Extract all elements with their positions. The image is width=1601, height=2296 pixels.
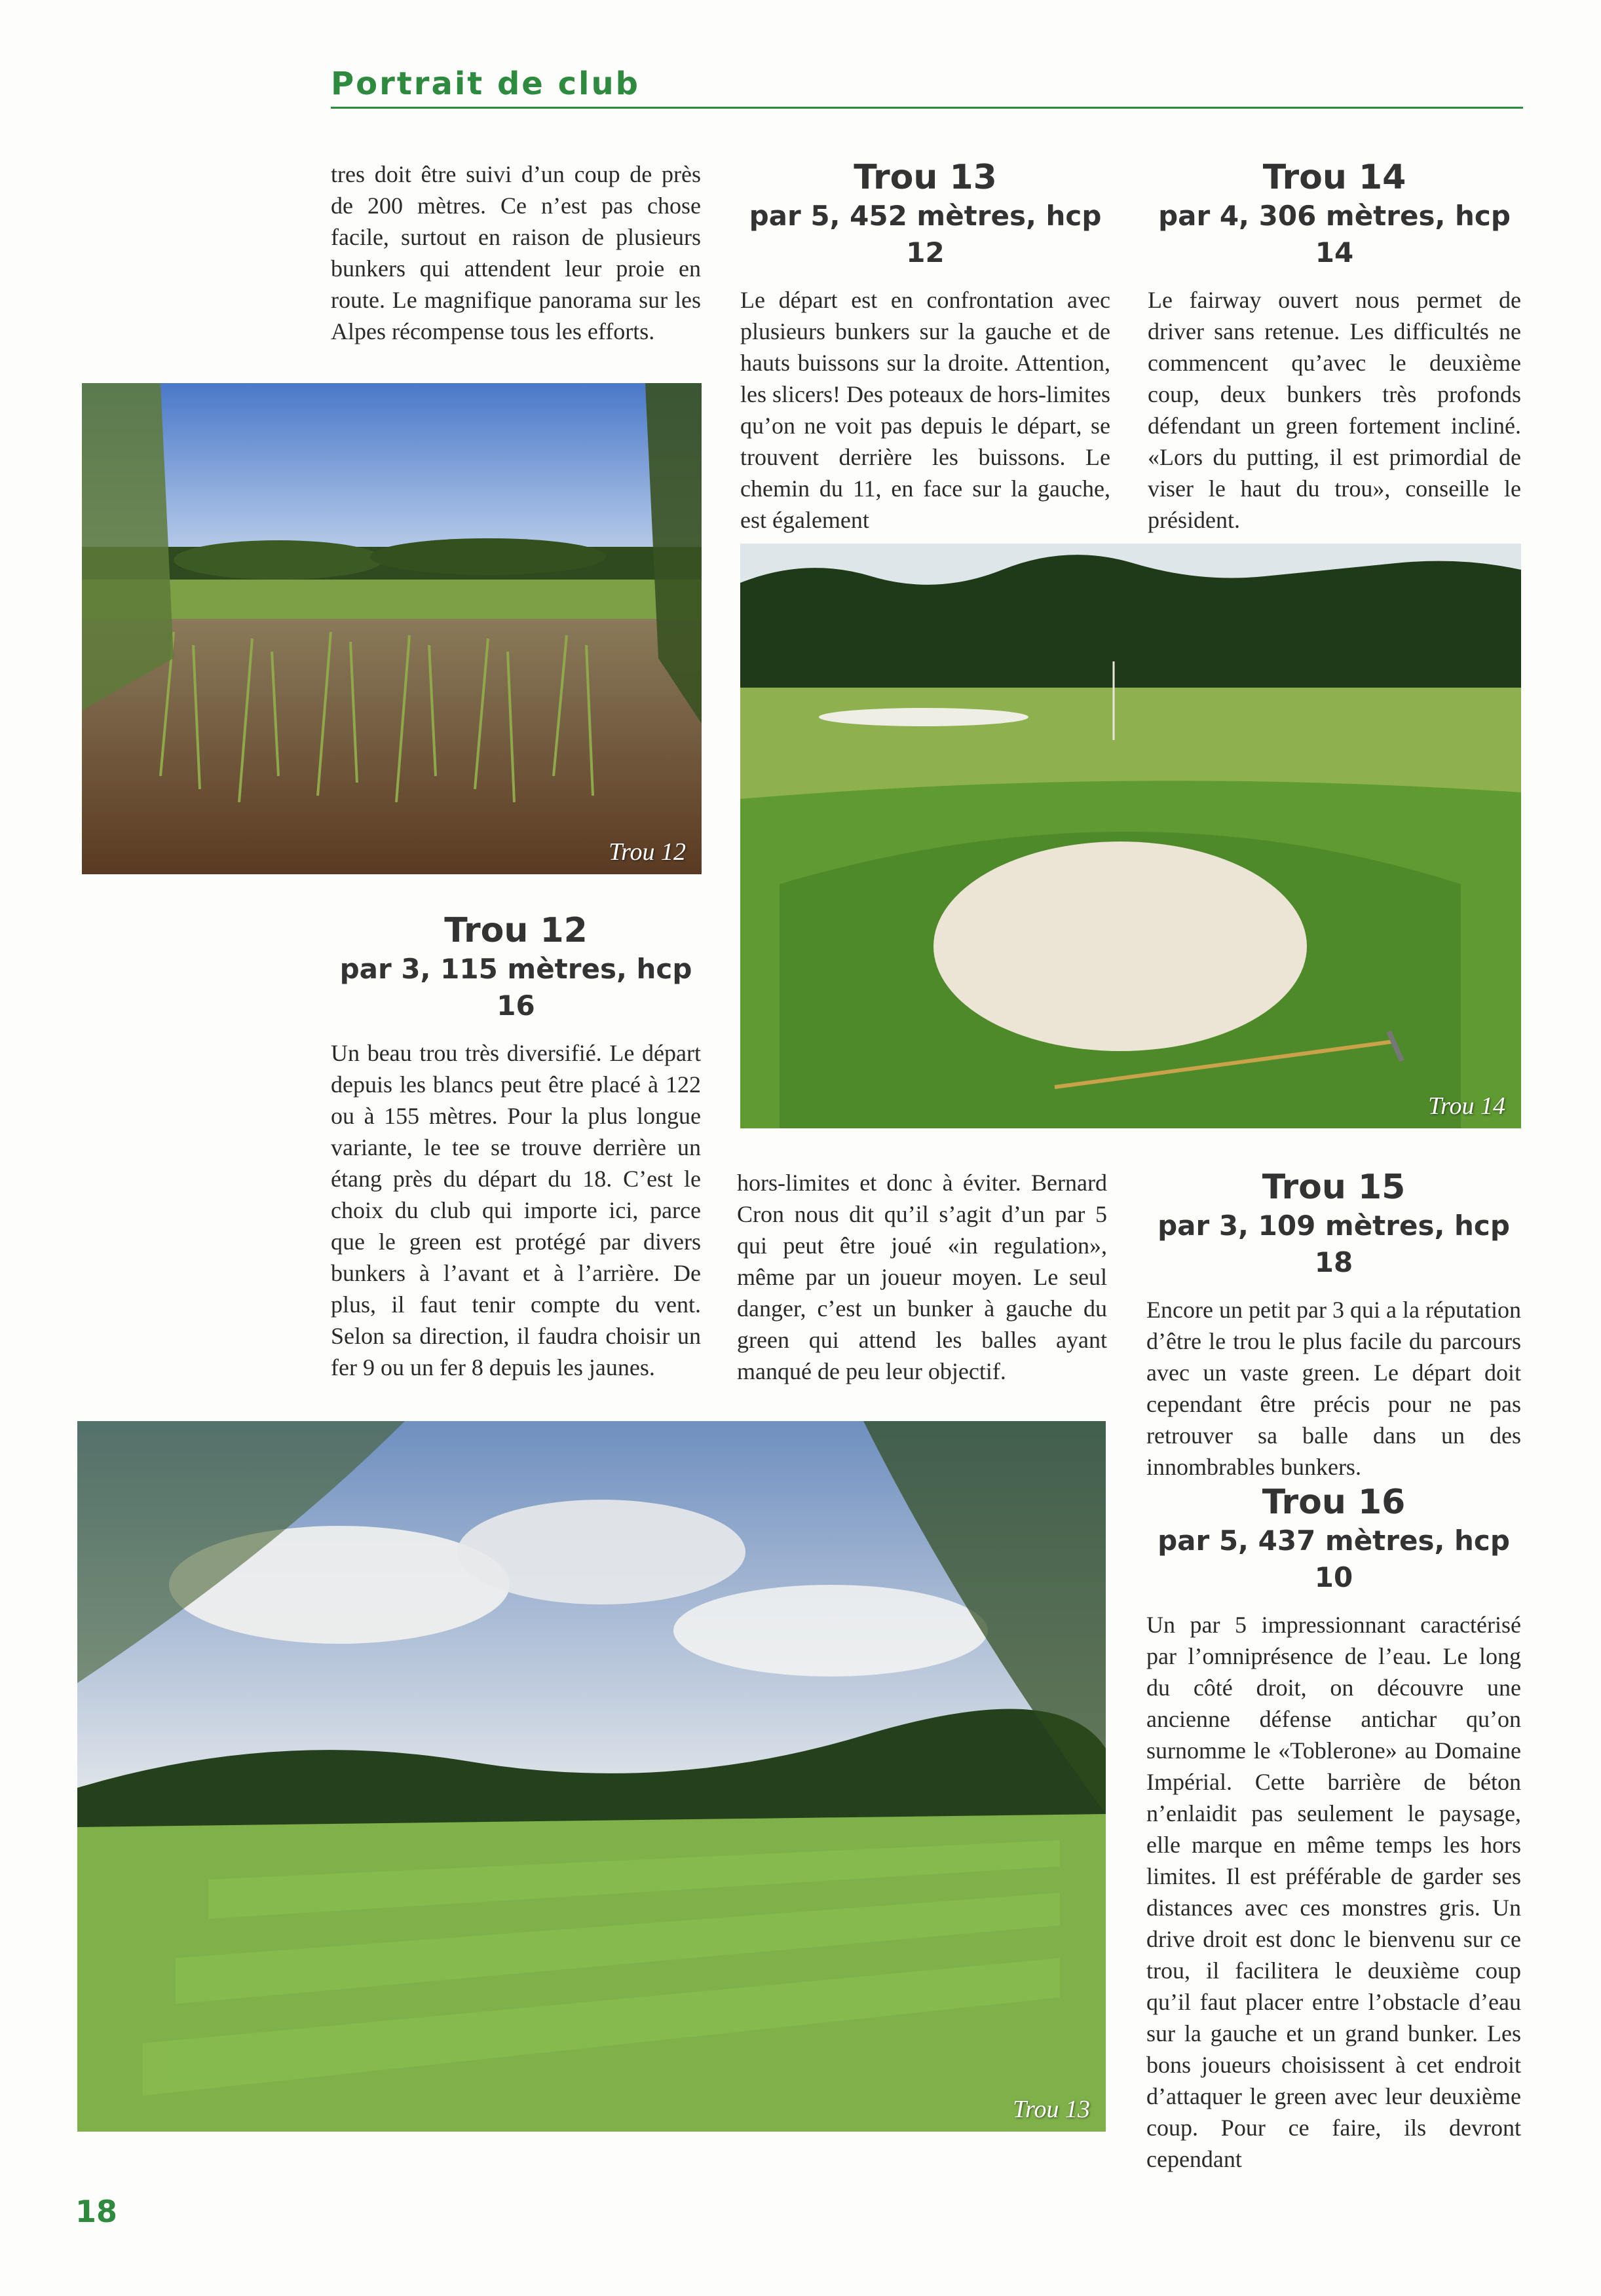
hole-14-section	[1148, 157, 1521, 536]
hole-13-text: Le départ est en confrontation avec plusieurs bunkers sur la gauche et de hauts buissons sur la droite. Attention, les slicers! Des poteaux de hors-limites qu’on ne voit pas depuis le départ, se trouvent derrière les buissons. Le chemin du 11, en face sur la gauche, est également	[740, 287, 1110, 533]
hole-12-section	[331, 910, 701, 1383]
section-title: Portrait de club	[331, 65, 641, 102]
hole-12-text: Un beau trou très diversifié. Le départ depuis les blancs peut être placé à 122 ou à 155 mètres. Pour la plus longue variante, le tee se trouve derrière un étang près du départ du 18. C’est le choix du club qui importe ici, parce que le green est protégé par divers bunkers à l’avant et à l’arrière. De plus, il faut tenir compte du vent. Selon sa direction, il faudra choisir un fer 9 ou un fer 8 depuis les jaunes.	[331, 1040, 701, 1380]
photo-hole-13	[77, 1421, 1106, 2132]
hole-14-title: Trou 14	[1262, 158, 1406, 197]
hole-14-text: Le fairway ouvert nous permet de driver sans retenue. Les difficultés ne commencent qu’avec le deuxième coup, deux bunkers très profonds défendant un green fortement incliné. «Lors du putting, il est primordial de viser le haut du trou», conseille le président.	[1148, 287, 1521, 533]
hole-16-title: Trou 16	[1262, 1483, 1406, 1522]
hole-16-subtitle: par 5, 437 mètres, hcp 10	[1158, 1525, 1510, 1593]
caption-photo-13: Trou 13	[1013, 2096, 1090, 2123]
caption-photo-12: Trou 12	[609, 838, 686, 866]
hole-15-section	[1146, 1167, 1521, 1483]
hole-15-title: Trou 15	[1262, 1168, 1406, 1207]
caption-photo-14: Trou 14	[1428, 1092, 1505, 1120]
header-rule	[331, 107, 1523, 109]
page-number: 18	[75, 2194, 118, 2229]
hole-13-section	[740, 157, 1110, 536]
hole-14-subtitle: par 4, 306 mètres, hcp 14	[1158, 200, 1511, 268]
hole-15-text: Encore un petit par 3 qui a la réputation d’être le trou le plus facile du parcours avec un vaste green. Le départ doit cependant être précis pour ne pas retrouver sa balle dans un des innombrables bunkers.	[1146, 1297, 1521, 1480]
hole-16-text: Un par 5 impressionnant caractérisé par l’omniprésence de l’eau. Le long du côté droit, on découvre une ancienne défense antichar qu’on surnomme le «Toblerone» au Domaine Impérial. Cette barrière de béton n’enlaidit pas seulement le paysage, elle marque en même temps les hors limites. Il est préférable de garder ses distances avec ces monstres gris. Un drive droit est donc le bienvenu sur ce trou, il facilitera le deuxième coup qu’il faut placer entre l’obstacle d’eau sur la gauche et un grand bunker. Les bons joueurs choisissent à cet endroit d’attaquer le green avec leur deuxième coup. Pour ce faire, ils devront cependant	[1146, 1612, 1521, 2172]
hole-15-subtitle: par 3, 109 mètres, hcp 18	[1158, 1210, 1510, 1278]
hole-13-subtitle: par 5, 452 mètres, hcp 12	[749, 200, 1102, 268]
hole-13-title: Trou 13	[854, 158, 997, 197]
hole-13-continuation: hors-limites et donc à éviter. Bernard Cron nous dit qu’il s’agit d’un par 5 qui peut être joué «in regulation», même par un joueur moyen. Le seul danger, c’est un bunker à gauche du green qui attend les balles ayant manqué de peu leur objectif.	[737, 1170, 1107, 1384]
photo-hole-12	[82, 383, 702, 874]
hole-16-section	[1146, 1482, 1521, 2175]
hole-12-title: Trou 12	[444, 911, 588, 950]
photo-hole-14	[740, 544, 1521, 1128]
intro-paragraph: tres doit être suivi d’un coup de près de 200 mètres. Ce n’est pas chose facile, surtout en raison de plusieurs bunkers qui attendent leur proie en route. Le magnifique panorama sur les Alpes récompense tous les efforts.	[331, 161, 701, 344]
hole-12-subtitle: par 3, 115 mètres, hcp 16	[339, 953, 692, 1022]
